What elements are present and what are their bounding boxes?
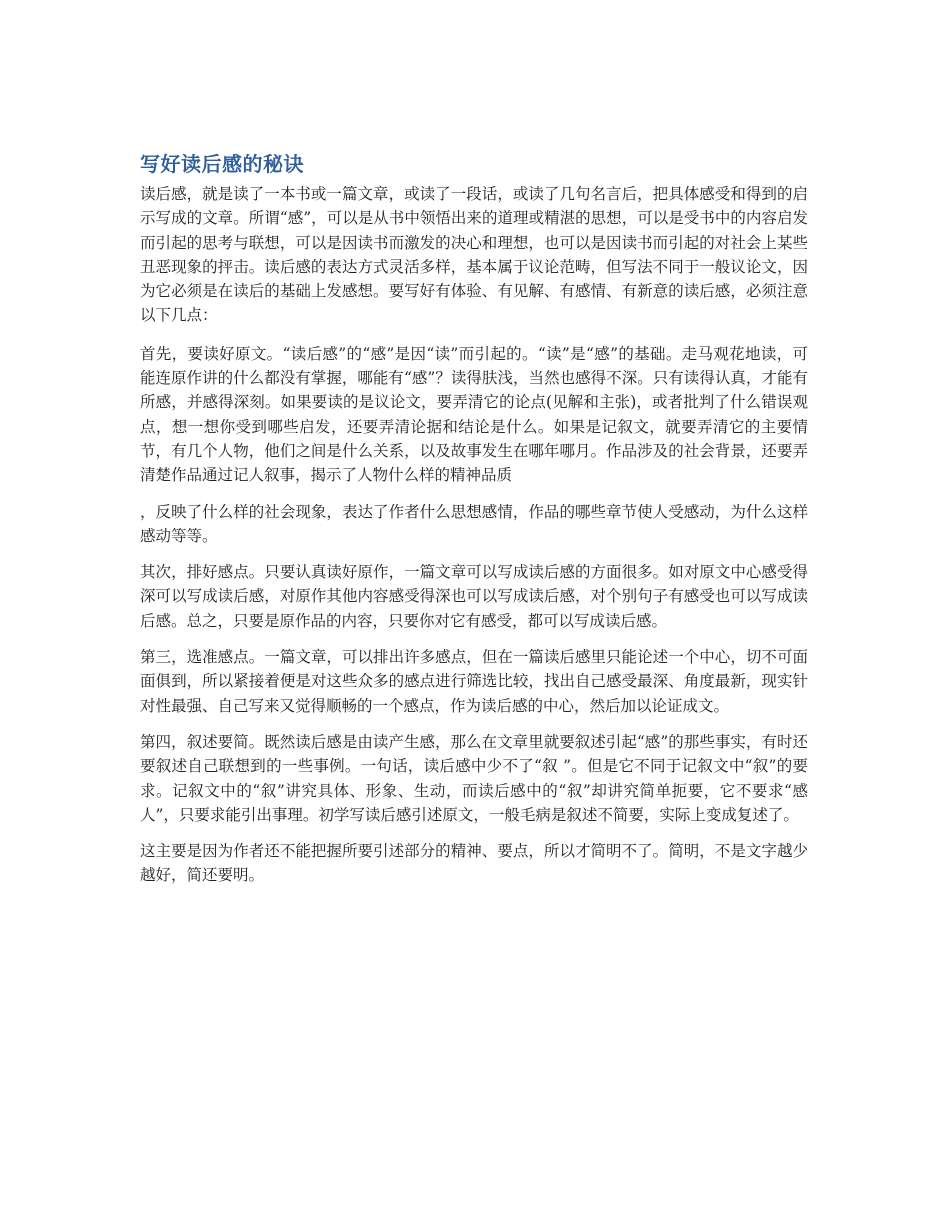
paragraph-choose-point: 第三，选准感点。一篇文章，可以排出许多感点，但在一篇读后感里只能论述一个中心，切不可面面俱到，所以紧接着便是对这些众多的感点进行筛选比较，找出自己感受最深、角度最新，现实针对性最强、自己写来又觉得顺畅的一个感点，作为读后感的中心，然后加以论证成文。 (140, 648, 808, 715)
paragraph-list-points: 其次，排好感点。只要认真读好原作，一篇文章可以写成读后感的方面很多。如对原文中心感受得深可以写成读后感，对原作其他内容感受得深也可以写成读后感，对个别句子有感受也可以写成读后感。总之，只要是原作品的内容，只要你对它有感受，都可以写成读后感。 (140, 563, 808, 630)
paragraph-concise-narration: 第四，叙述要简。既然读后感是由读产生感，那么在文章里就要叙述引起“感”的那些事实，有时还要叙述自己联想到的一些事例。一句话，读后感中少不了“叙 ”。但是它不同于记叙文中“叙”的要求。记叙文中的“叙”讲究具体、形象、生动，而读后感中的“叙”却讲究简单扼要，它不要求“感人”，只要求能引出事理。初学写读后感引述原文，一般毛病是叙述不简要，实际上变成复述了。 (140, 732, 808, 824)
paragraph-intro: 读后感，就是读了一本书或一篇文章，或读了一段话，或读了几句名言后，把具体感受和得到的启示写成的文章。所谓“感”，可以是从书中领悟出来的道理或精湛的思想，可以是受书中的内容启发而引起的思考与联想，可以是因读书而激发的决心和理想，也可以是因读书而引起的对社会上某些丑恶现象的抨击。读后感的表达方式灵活多样，基本属于议论范畴，但写法不同于一般议论文，因为它必须是在读后的基础上发感想。要写好有体验、有见解、有感情、有新意的读后感，必须注意以下几点： (140, 185, 808, 325)
paragraph-conclusion: 这主要是因为作者还不能把握所要引述部分的精神、要点，所以才简明不了。简明，不是文字越少越好，简还要明。 (140, 842, 808, 885)
document-title: 写好读后感的秘诀 (140, 152, 304, 176)
document-page (140, 150, 808, 900)
paragraph-read-original: 首先，要读好原文。“读后感”的“感”是因“读”而引起的。“读”是“感”的基础。走马观花地读，可能连原作讲的什么都没有掌握，哪能有“感”？读得肤浅，当然也感得不深。只有读得认真，才能有所感，并感得深刻。如果要读的是议论文，要弄清它的论点(见解和主张)，或者批判了什么错误观点，想一想你受到哪些启发，还要弄清论据和结论是什么。如果是记叙文，就要弄清它的主要情节，有几个人物，他们之间是什么关系，以及故事发生在哪年哪月。作品涉及的社会背景，还要弄清楚作品通过记人叙事，揭示了人物什么样的精神品质 (140, 344, 808, 485)
paragraph-read-original-continued: ，反映了什么样的社会现象，表达了作者什么思想感情，作品的哪些章节使人受感动，为什么这样感动等等。 (140, 502, 808, 545)
